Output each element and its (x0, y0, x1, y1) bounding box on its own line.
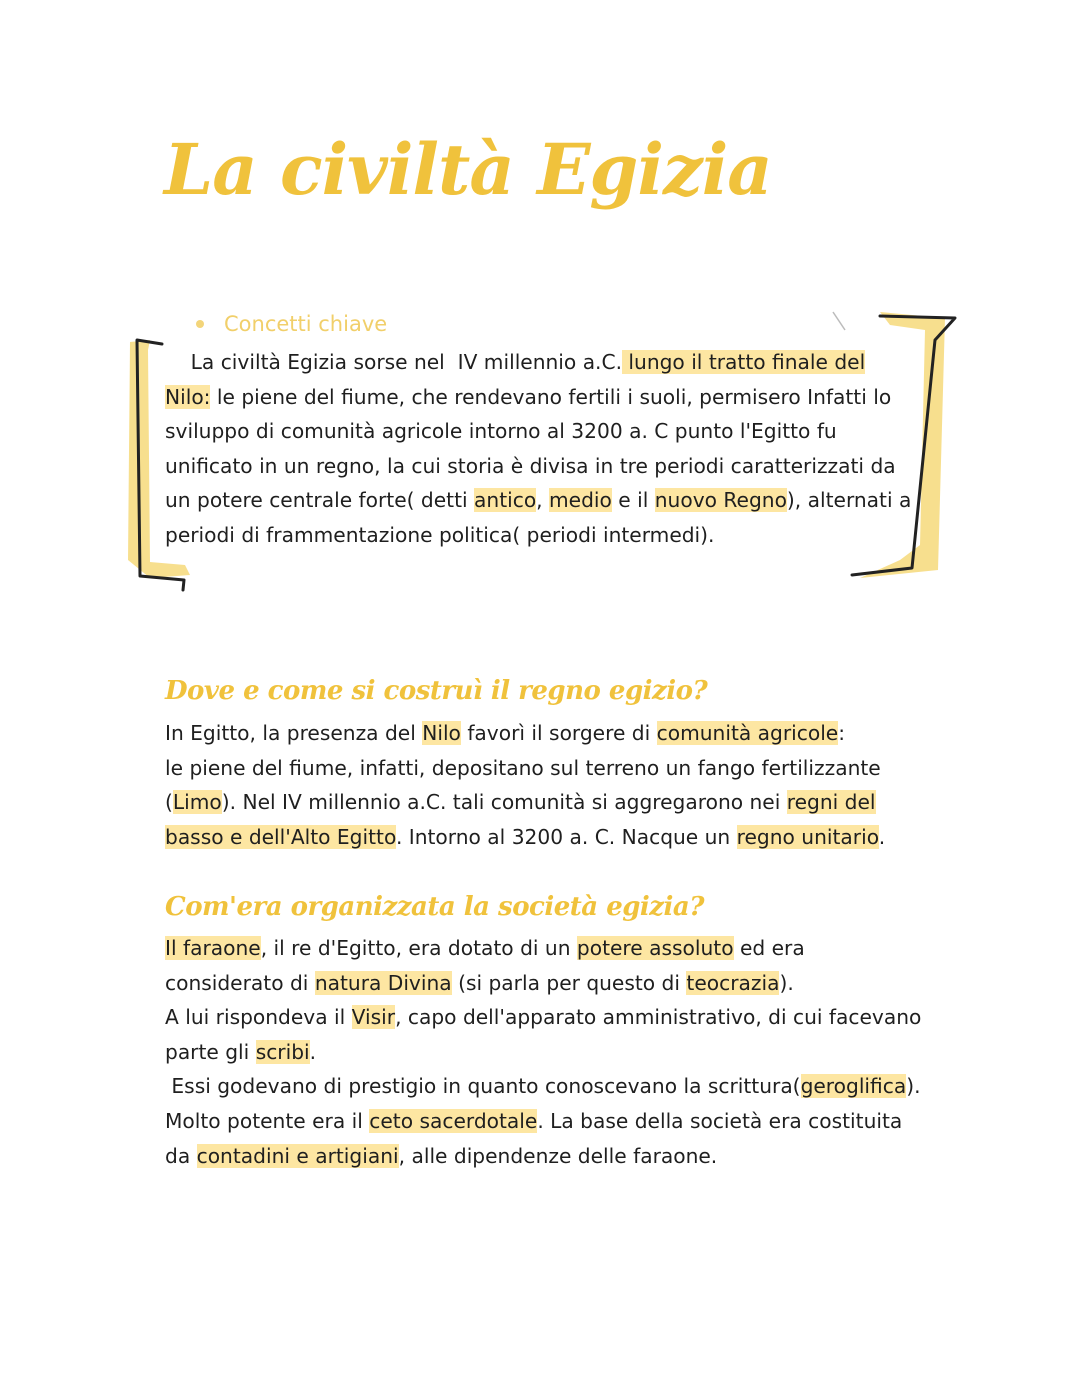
text-run: favorì il sorgere di (460, 721, 657, 745)
section-paragraph-societa (165, 931, 921, 1173)
text-run: La civiltà Egizia sorse nel IV millennio a.C. (165, 350, 622, 374)
section-heading-regno: Dove e come si costruì il regno egizio? (165, 676, 708, 706)
highlighted-term: teocrazia (686, 970, 780, 995)
text-line (165, 380, 911, 415)
text-run: ed era (733, 936, 805, 960)
text-run: considerato di (165, 970, 315, 995)
highlighted-term: antico (474, 488, 537, 513)
text-run: unificato in un regno, la cui storia è divisa in tre periodi caratterizzati da (165, 453, 896, 478)
text-run: . Intorno al 3200 a. C. Nacque un (395, 824, 737, 849)
highlighted-term: lungo il tratto finale del (622, 350, 866, 374)
text-line (165, 751, 885, 786)
highlighted-term: regno unitario (736, 824, 879, 849)
highlighted-term: regni del (786, 790, 876, 815)
text-run: e il (611, 488, 655, 513)
text-run: . (309, 1039, 317, 1064)
text-run: Essi godevano di prestigio in quanto conoscevano la scrittura( (165, 1074, 801, 1099)
text-run: un potere centrale forte( detti (165, 488, 475, 513)
text-line (165, 716, 885, 751)
text-run: le piene del fiume, infatti, depositano sul terreno un fango fertilizzante (165, 755, 881, 780)
text-line (165, 518, 911, 553)
section-heading-societa: Com'era organizzata la società egizia? (165, 892, 705, 922)
text-line (165, 1139, 921, 1174)
text-run: (si parla per questo di (451, 970, 687, 995)
highlighted-term: natura Divina (314, 970, 452, 995)
highlighted-term: potere assoluto (576, 936, 734, 960)
text-run: , capo dell'apparato amministrativo, di cui facevano (395, 1005, 922, 1030)
text-line (165, 1000, 921, 1035)
highlighted-term: ceto sacerdotale (369, 1108, 538, 1133)
highlighted-term: scribi (255, 1039, 310, 1064)
text-run: periodi di frammentazione politica( periodi intermedi). (165, 522, 715, 547)
text-run: , (536, 488, 550, 513)
highlighted-term: Visir (351, 1005, 396, 1030)
highlighted-term: geroglifica (800, 1074, 907, 1099)
page-title: La civiltà Egizia (164, 128, 772, 211)
text-run: sviluppo di comunità agricole intorno al 3200 a. C punto l'Egitto fu (165, 419, 837, 444)
text-line (165, 1104, 921, 1139)
text-run: . La base della società era costituita (537, 1108, 903, 1133)
text-line (165, 1069, 921, 1104)
highlighted-term: Nilo (422, 721, 461, 745)
highlighted-term: comunità agricole (656, 721, 839, 745)
text-line (165, 345, 911, 380)
highlighted-term: contadini e artigiani (196, 1143, 399, 1168)
text-run: , alle dipendenze delle faraone. (398, 1143, 718, 1168)
text-run: In Egitto, la presenza del (165, 721, 423, 745)
text-run: ). Nel IV millennio a.C. tali comunità si aggregarono nei (221, 790, 787, 815)
text-run: ( (165, 790, 173, 815)
text-run: le piene del fiume, che rendevano fertili i suoli, permisero Infatti lo (210, 384, 892, 409)
text-line (165, 1035, 921, 1070)
text-line (165, 414, 911, 449)
bullet-dot-icon (196, 320, 204, 328)
key-concepts-label: Concetti chiave (224, 312, 388, 336)
highlighted-term: basso e dell'Alto Egitto (165, 824, 396, 849)
text-line (165, 449, 911, 484)
text-line (165, 820, 885, 855)
text-run: Molto potente era il (165, 1108, 370, 1133)
text-line (165, 483, 911, 518)
text-run: ). (779, 970, 794, 995)
text-run: A lui rispondeva il (165, 1005, 352, 1030)
highlighted-term: medio (549, 488, 612, 513)
text-run: parte gli (165, 1039, 256, 1064)
highlighted-term: Nilo: (165, 384, 211, 409)
text-run: . (878, 824, 886, 849)
text-line (165, 785, 885, 820)
text-run: ), alternati a (786, 488, 912, 513)
text-run: , il re d'Egitto, era dotato di un (260, 936, 577, 960)
text-line (165, 931, 921, 966)
text-run: da (165, 1143, 197, 1168)
key-concepts-bullet (196, 312, 387, 336)
highlighted-term: nuovo Regno (654, 488, 787, 513)
section-paragraph-regno (165, 716, 885, 854)
text-run: ). (906, 1074, 921, 1099)
key-concepts-paragraph (165, 345, 911, 553)
text-run: : (838, 721, 846, 745)
highlighted-term: Il faraone (165, 936, 261, 960)
text-line (165, 966, 921, 1001)
highlighted-term: Limo (172, 790, 222, 815)
